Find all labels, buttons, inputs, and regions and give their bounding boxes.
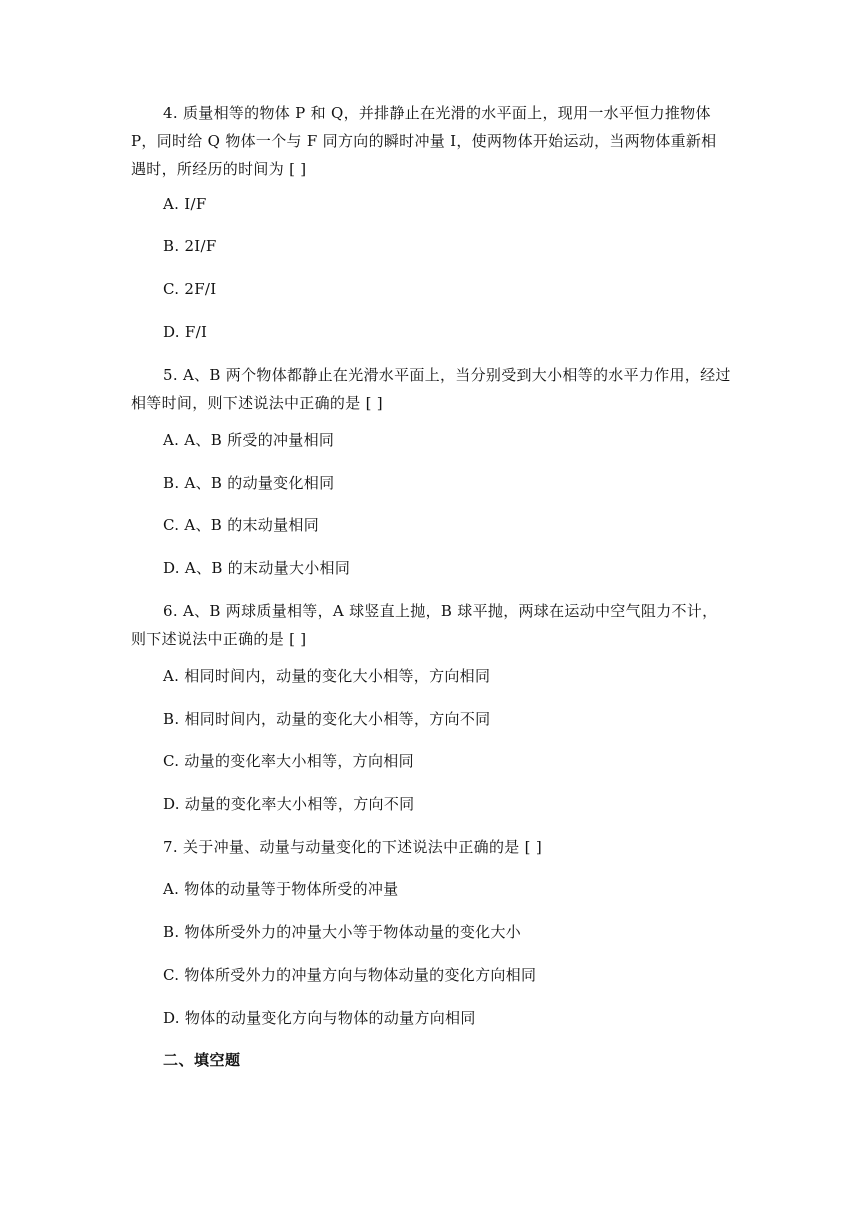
question-7-stem: 7. 关于冲量、动量与动量变化的下述说法中正确的是 [ ]: [163, 838, 543, 856]
question-7-option-c: C. 物体所受外力的冲量方向与物体动量的变化方向相同: [163, 966, 537, 984]
question-6-option-d: D. 动量的变化率大小相等，方向不同: [163, 795, 415, 813]
section-title-fill-in-blanks: 二、填空题: [163, 1051, 241, 1069]
question-5-option-c: C. A、B 的末动量相同: [163, 516, 320, 534]
question-4-option-a: A. I/F: [163, 195, 207, 213]
question-6-option-c: C. 动量的变化率大小相等，方向相同: [163, 752, 414, 770]
question-7-option-d: D. 物体的动量变化方向与物体的动量方向相同: [163, 1009, 476, 1027]
question-4-option-b: B. 2I/F: [163, 237, 217, 255]
question-4-stem: 4. 质量相等的物体 P 和 Q，并排静止在光滑的水平面上，现用一水平恒力推物体 P，同时给 Q 物体一个与 F 同方向的瞬时冲量 I，使两物体开始运动，当两物体重新相遇时，所经历的时间为 [ ]: [131, 104, 717, 178]
question-6-option-a: A. 相同时间内，动量的变化大小相等，方向相同: [163, 667, 491, 685]
question-6-option-b: B. 相同时间内，动量的变化大小相等，方向不同: [163, 710, 491, 728]
question-5-stem: 5. A、B 两个物体都静止在光滑水平面上，当分别受到大小相等的水平力作用，经过相等时间，则下述说法中正确的是 [ ]: [131, 366, 731, 412]
question-5-option-d: D. A、B 的末动量大小相同: [163, 559, 351, 577]
question-6-stem: 6. A、B 两球质量相等，A 球竖直上抛，B 球平抛，两球在运动中空气阻力不计，则下述说法中正确的是 [ ]: [131, 602, 718, 648]
question-5-option-b: B. A、B 的动量变化相同: [163, 474, 335, 492]
question-4-option-d: D. F/I: [163, 323, 208, 341]
question-7-option-a: A. 物体的动量等于物体所受的冲量: [163, 880, 399, 898]
question-4-option-c: C. 2F/I: [163, 280, 217, 298]
question-7-option-b: B. 物体所受外力的冲量大小等于物体动量的变化大小: [163, 923, 522, 941]
question-5-option-a: A. A、B 所受的冲量相同: [163, 431, 335, 449]
